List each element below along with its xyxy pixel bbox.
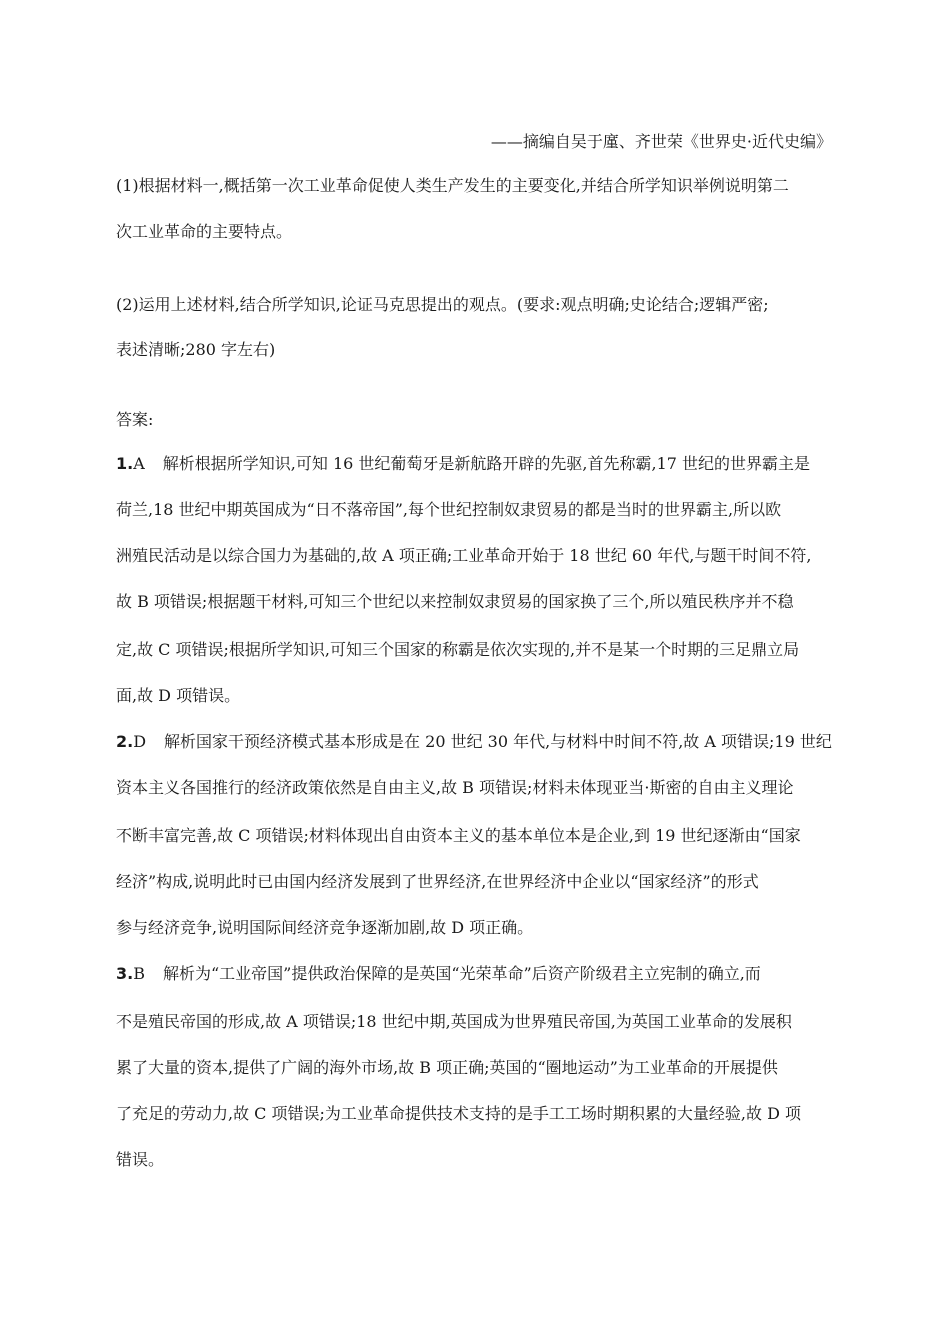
question-1-line-2: 次工业革命的主要特点。 — [116, 222, 293, 241]
answer-1-text: 解析根据所学知识,可知 16 世纪葡萄牙是新航路开辟的先驱,首先称霸,17 世纪的世界霸主是 — [162, 454, 811, 473]
answer-2-number: 2. — [116, 732, 134, 751]
answer-3-text: 解析为“工业帝国”提供政治保障的是英国“光荣革命”后资产阶级君主立宪制的确立,而 — [162, 964, 761, 983]
answer-3-number: 3. — [116, 964, 134, 983]
answer-1-line-1 — [116, 454, 836, 474]
answer-3-line-5: 错误。 — [116, 1150, 165, 1169]
answer-1-line-6: 面,故 D 项错误。 — [116, 686, 241, 705]
answer-1-number: 1. — [116, 454, 134, 473]
answer-3-letter: B — [133, 964, 145, 983]
answer-3-line-2: 不是殖民帝国的形成,故 A 项错误;18 世纪中期,英国成为世界殖民帝国,为英国工业革命的发展积 — [116, 1012, 792, 1031]
answer-2-line-5: 参与经济竞争,说明国际间经济竞争逐渐加剧,故 D 项正确。 — [116, 918, 534, 937]
answer-3-line-1 — [116, 964, 836, 984]
answer-3-line-3: 累了大量的资本,提供了广阔的海外市场,故 B 项正确;英国的“圈地运动”为工业革命的开展提供 — [116, 1058, 778, 1077]
question-2-line-2: 表述清晰;280 字左右) — [116, 340, 276, 359]
answer-2-letter: D — [133, 732, 147, 751]
answer-2-line-2: 资本主义各国推行的经济政策依然是自由主义,故 B 项错误;材料未体现亚当·斯密的自由主义理论 — [116, 778, 794, 797]
answer-2-line-3: 不断丰富完善,故 C 项错误;材料体现出自由资本主义的基本单位本是企业,到 19 世纪逐渐由“国家 — [116, 826, 801, 845]
source-citation: ——摘编自吴于廑、齐世荣《世界史·近代史编》 — [490, 132, 832, 151]
answer-2-line-1 — [116, 732, 836, 752]
question-2-line-1: (2)运用上述材料,结合所学知识,论证马克思提出的观点。(要求:观点明确;史论结合;逻辑严密; — [116, 295, 769, 314]
answer-1-line-4: 故 B 项错误;根据题干材料,可知三个世纪以来控制奴隶贸易的国家换了三个,所以殖民秩序并不稳 — [116, 592, 794, 611]
answer-1-line-5: 定,故 C 项错误;根据所学知识,可知三个国家的称霸是依次实现的,并不是某一个时期的三足鼎立局 — [116, 640, 800, 659]
answer-1-line-3: 洲殖民活动是以综合国力为基础的,故 A 项正确;工业革命开始于 18 世纪 60 年代,与题干时间不符, — [116, 546, 812, 565]
answer-3-line-4: 了充足的劳动力,故 C 项错误;为工业革命提供技术支持的是手工工场时期积累的大量经验,故 D 项 — [116, 1104, 801, 1123]
answer-1-letter: A — [133, 454, 145, 473]
answer-1-line-2: 荷兰,18 世纪中期英国成为“日不落帝国”,每个世纪控制奴隶贸易的都是当时的世界霸主,所以欧 — [116, 500, 782, 519]
question-1-line-1: (1)根据材料一,概括第一次工业革命促使人类生产发生的主要变化,并结合所学知识举例说明第二 — [116, 176, 789, 195]
answers-heading: 答案: — [116, 410, 154, 429]
answer-2-line-4: 经济”构成,说明此时已由国内经济发展到了世界经济,在世界经济中企业以“国家经济”的形式 — [116, 872, 759, 891]
answer-2-text: 解析国家干预经济模式基本形成是在 20 世纪 30 年代,与材料中时间不符,故 A 项错误;19 世纪 — [164, 732, 832, 751]
